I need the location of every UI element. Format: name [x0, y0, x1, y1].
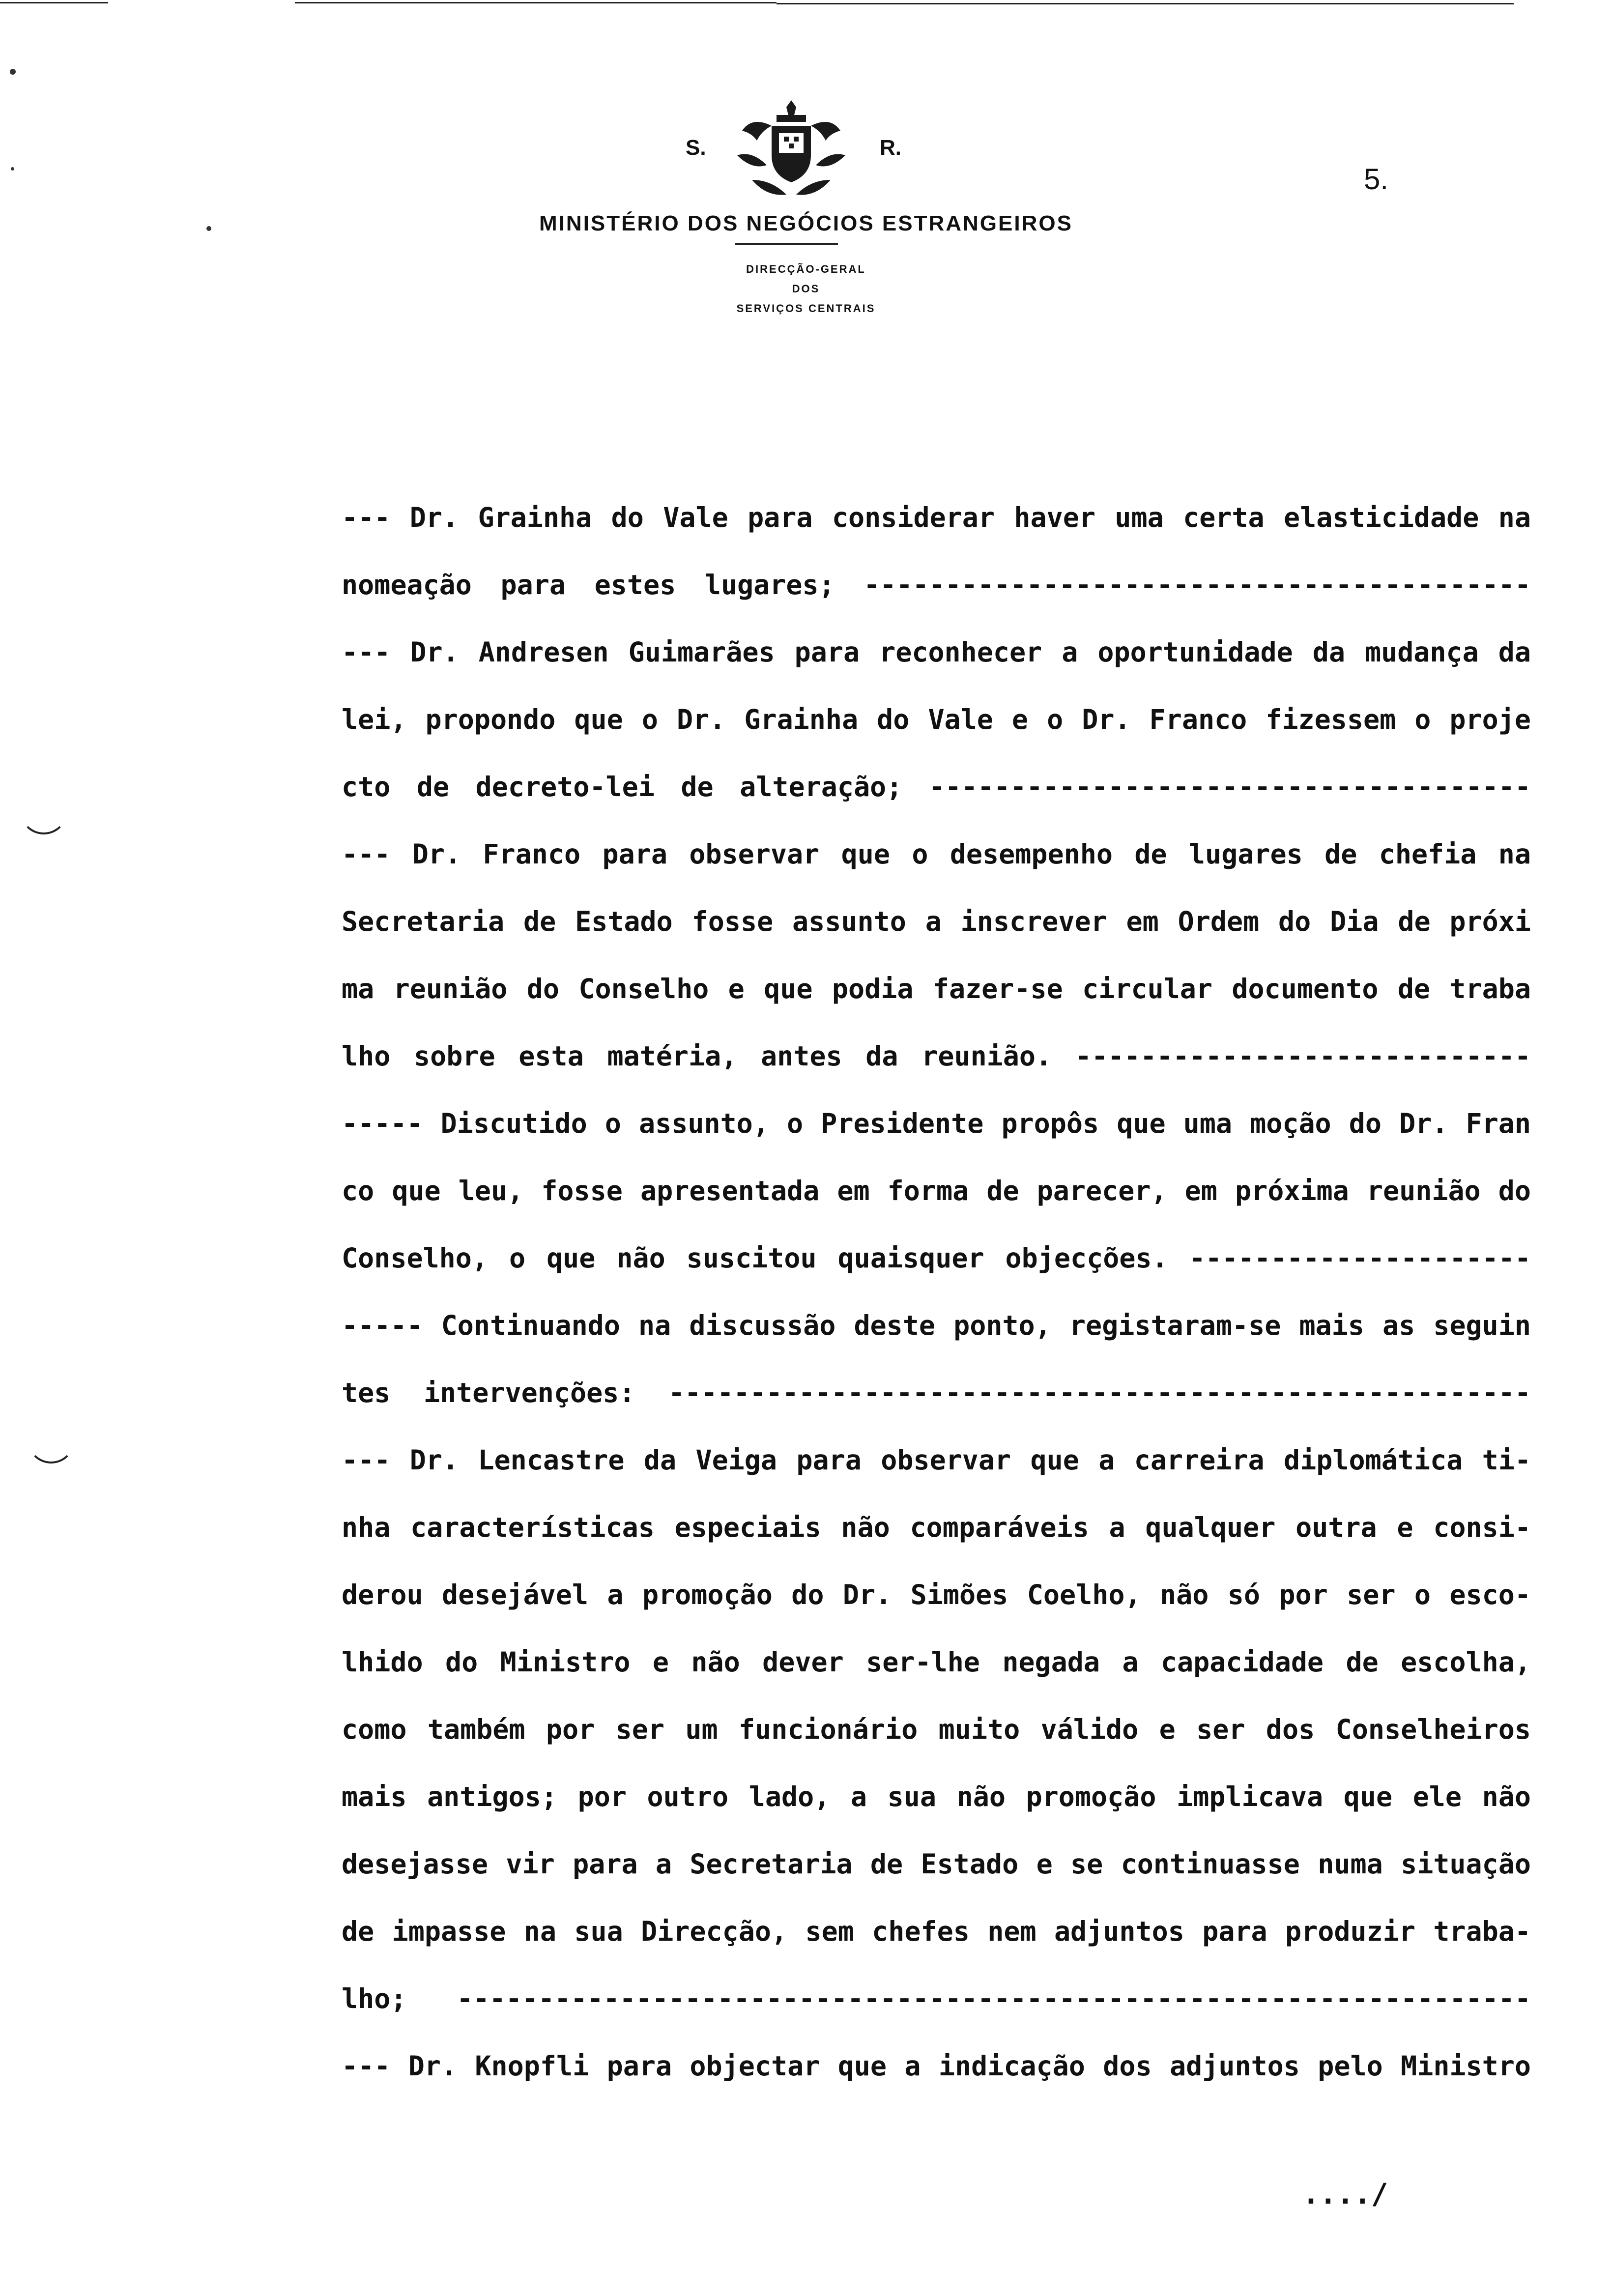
text-line: ----- Discutido o assunto, o Presidente propôs que uma moção do Dr. Fran [342, 1108, 1531, 1139]
letterhead-initial-r: R. [880, 136, 901, 160]
department-line-1: DIRECÇÃO-GERAL [746, 263, 866, 275]
hole-punch-mark [20, 786, 68, 834]
letterhead-divider [735, 243, 838, 245]
coat-of-arms-icon [727, 96, 855, 204]
letterhead [0, 93, 1612, 339]
text-line: cto de decreto-lei de alteração; ------------------------------------- [342, 771, 1531, 803]
page-number: 5. [1364, 163, 1389, 196]
text-line: de impasse na sua Direcção, sem chefes nem adjuntos para produzir traba- [342, 1916, 1531, 1947]
text-line: derou desejável a promoção do Dr. Simões Coelho, não só por ser o esco- [342, 1579, 1531, 1610]
text-line: ----- Continuando na discussão deste ponto, registaram-se mais as seguin [342, 1310, 1531, 1341]
text-line: co que leu, fosse apresentada em forma de parecer, em próxima reunião do [342, 1175, 1531, 1206]
continuation-mark: ..../ [1302, 2177, 1388, 2210]
text-line: mais antigos; por outro lado, a sua não promoção implicava que ele não [342, 1781, 1531, 1812]
text-line: --- Dr. Andresen Guimarães para reconhecer a oportunidade da mudança da [342, 636, 1531, 668]
hole-punch-mark [27, 1415, 75, 1464]
text-line: --- Dr. Lencastre da Veiga para observar que a carreira diplomática ti- [342, 1444, 1531, 1476]
text-line: Conselho, o que não suscitou quaisquer objecções. --------------------- [342, 1242, 1531, 1274]
ministry-name: MINISTÉRIO DOS NEGÓCIOS ESTRANGEIROS [539, 211, 1073, 235]
text-line: ma reunião do Conselho e que podia fazer-se circular documento de traba [342, 973, 1531, 1004]
document-body [342, 495, 1531, 2111]
text-line: desejasse vir para a Secretaria de Estado e se continuasse numa situação [342, 1848, 1531, 1880]
text-line: nha características especiais não comparáveis a qualquer outra e consi- [342, 1512, 1531, 1543]
text-line: --- Dr. Knopfli para objectar que a indicação dos adjuntos pelo Ministro [342, 2050, 1531, 2082]
department-line-3: SERVIÇOS CENTRAIS [736, 302, 876, 315]
letterhead-initial-s: S. [686, 136, 706, 160]
text-line: lhido do Ministro e não dever ser-lhe negada a capacidade de escolha, [342, 1646, 1531, 1678]
department-line-2: DOS [792, 283, 820, 295]
text-line: --- Dr. Franco para observar que o desempenho de lugares de chefia na [342, 838, 1531, 870]
scan-speck [10, 69, 16, 75]
text-line: Secretaria de Estado fosse assunto a inscrever em Ordem do Dia de próxi [342, 906, 1531, 937]
text-line: lho sobre esta matéria, antes da reunião. ---------------------------- [342, 1040, 1531, 1072]
text-line: lho; ------------------------------------------------------------------ [342, 1983, 1531, 2014]
text-line: como também por ser um funcionário muito válido e ser dos Conselheiros [342, 1714, 1531, 1745]
text-line: lei, propondo que o Dr. Grainha do Vale e o Dr. Franco fizessem o proje [342, 704, 1531, 735]
text-line: --- Dr. Grainha do Vale para considerar haver uma certa elasticidade na [342, 502, 1531, 533]
scan-top-edge [0, 0, 1612, 4]
text-line: nomeação para estes lugares; ----------------------------------------- [342, 569, 1531, 601]
text-line: tes intervenções: ----------------------------------------------------- [342, 1377, 1531, 1408]
